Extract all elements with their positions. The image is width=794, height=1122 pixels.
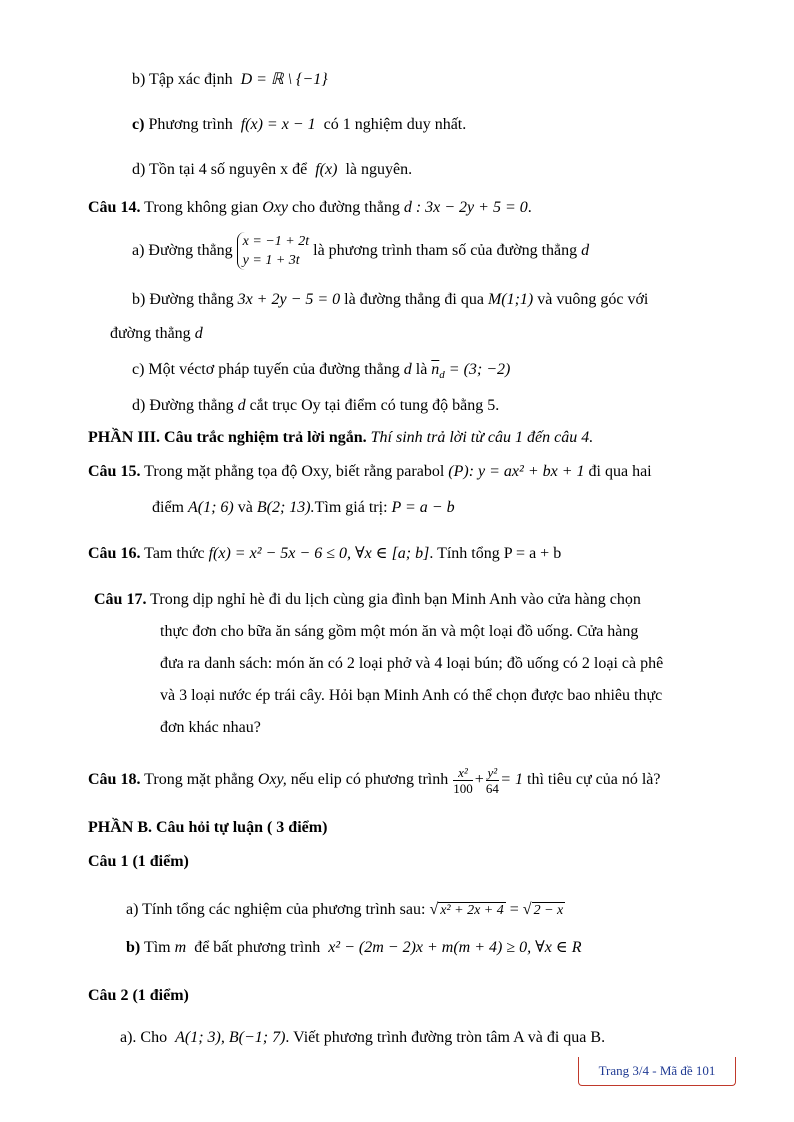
q16: Câu 16. Tam thức f(x) = x² − 5x − 6 ≤ 0, ∀x ∈ [a; b]. Tính tổng P = a + b: [88, 545, 562, 562]
param-system: x = −1 + 2t y = 1 + 3t: [237, 232, 309, 270]
q17-line4: và 3 loại nước ép trái cây. Hỏi bạn Minh Anh có thể chọn được bao nhiêu thực: [160, 687, 663, 704]
page-footer: Trang 3/4 - Mã đề 101: [578, 1057, 736, 1086]
essay1-a: a) Tính tổng các nghiệm của phương trình sau: √ x² + 2x + 4 = √ 2 − x: [126, 901, 564, 918]
part3-heading: PHẦN III. Câu trắc nghiệm trả lời ngắn. Thí sinh trả lời từ câu 1 đến câu 4.: [88, 429, 594, 446]
partB-heading: PHẦN B. Câu hỏi tự luận ( 3 điểm): [88, 819, 328, 836]
q17-line5: đơn khác nhau?: [160, 719, 261, 736]
essay2-title: Câu 2 (1 điểm): [88, 987, 189, 1004]
q14-b: b) Đường thẳng 3x + 2y − 5 = 0 là đường thẳng đi qua M(1;1) và vuông góc với: [132, 291, 649, 308]
q14-stem: Câu 14. Trong không gian Oxy cho đường thẳng d : 3x − 2y + 5 = 0.: [88, 199, 532, 216]
q14-a: a) Đường thẳng x = −1 + 2t y = 1 + 3t là phương trình tham số của đường thẳng d: [132, 234, 590, 269]
q13-c: c) Phương trình f(x) = x − 1 có 1 nghiệm duy nhất.: [132, 116, 467, 133]
frac-x: $\frac{\text{x²}}{100}$: [453, 764, 473, 796]
q18: Câu 18. Trong mặt phẳng Oxy, nếu elip có phương trình $\frac{\text{x²}}{100}$ + $\frac{\text{y²}}{64}$ = 1 thì tiêu cự của nó là?: [88, 764, 661, 796]
q13-b: b) Tập xác định D = ℝ \ {−1}: [132, 71, 328, 88]
q14-d: d) Đường thẳng d cắt trục Oy tại điểm có tung độ bằng 5.: [132, 397, 500, 414]
essay1-b: b) Tìm m để bất phương trình x² − (2m − 2)x + m(m + 4) ≥ 0, ∀x ∈ R: [126, 939, 582, 956]
essay1-title: Câu 1 (1 điểm): [88, 853, 189, 870]
q14-b-cont: đường thẳng d: [110, 325, 203, 342]
q15-line2: điểm A(1; 6) và B(2; 13).Tìm giá trị: P = a − b: [152, 499, 455, 516]
q17-line1: Câu 17. Trong dịp nghỉ hè đi du lịch cùng gia đình bạn Minh Anh vào cửa hàng chọn: [94, 591, 641, 608]
frac-y: $\frac{\text{y²}}{64}$: [485, 764, 499, 796]
q17-line2: thực đơn cho bữa ăn sáng gồm một món ăn và một loại đồ uống. Cửa hàng: [160, 623, 639, 640]
essay2-a: a). Cho A(1; 3), B(−1; 7). Viết phương trình đường tròn tâm A và đi qua B.: [120, 1029, 606, 1046]
q14-c: c) Một véctơ pháp tuyến của đường thẳng d là $\overline{n}_d = (3$; −2): [132, 361, 511, 382]
q15-line1: Câu 15. Trong mặt phẳng tọa độ Oxy, biết rằng parabol (P): y = ax² + bx + 1 đi qua hai: [88, 463, 652, 480]
q17-line3: đưa ra danh sách: món ăn có 2 loại phở và 4 loại bún; đồ uống có 2 loại cà phê: [160, 655, 664, 672]
q13-d: d) Tồn tại 4 số nguyên x để f(x) là nguyên.: [132, 161, 413, 178]
